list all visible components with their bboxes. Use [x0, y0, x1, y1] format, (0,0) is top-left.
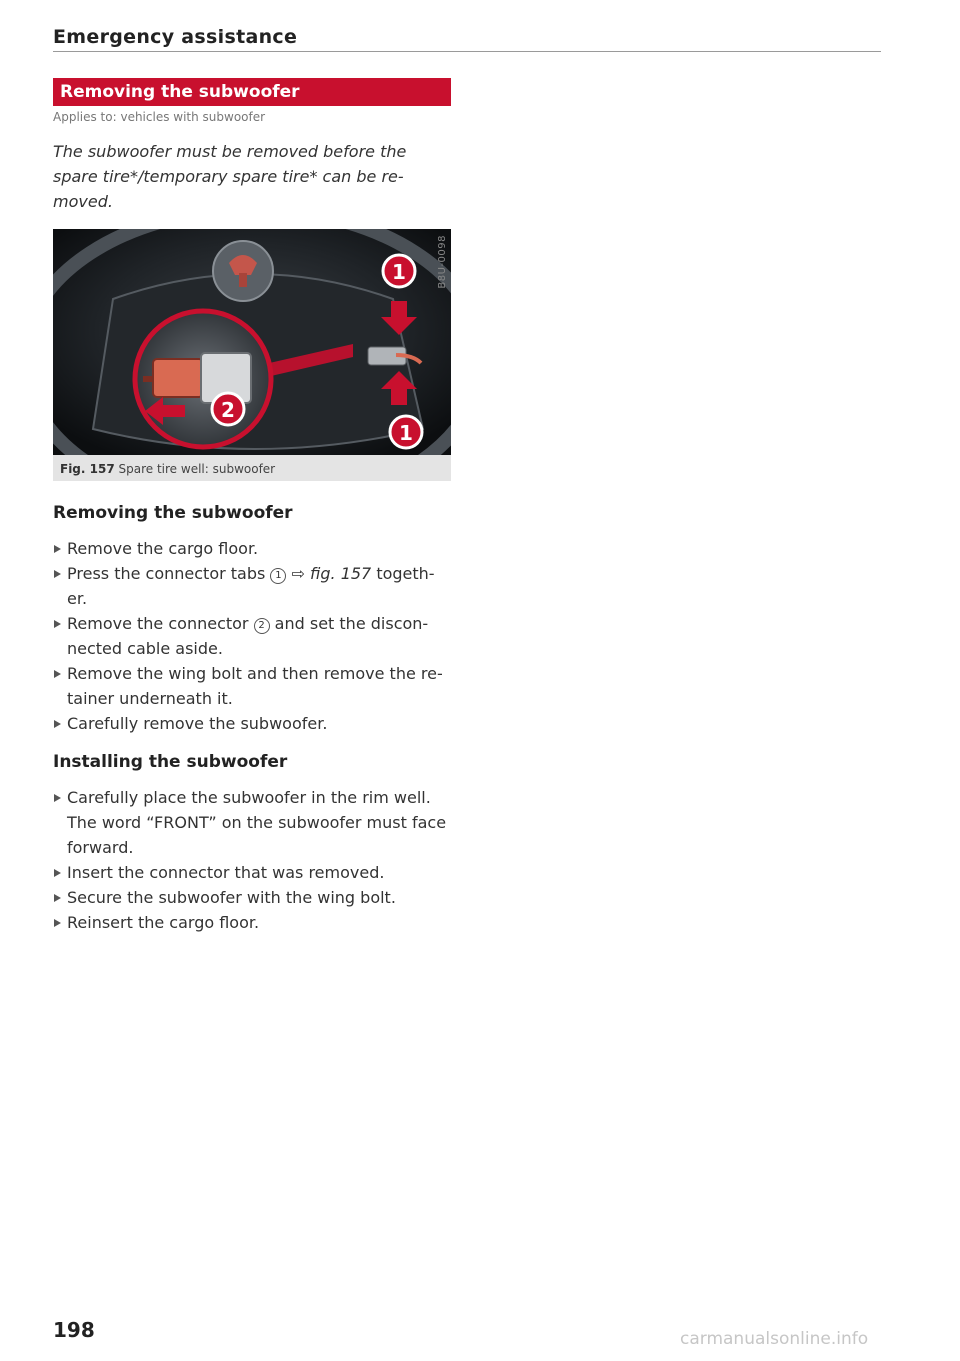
figure-caption	[60, 462, 275, 476]
watermark: carmanualsonline.info	[680, 1329, 869, 1349]
removing-heading: Removing the subwoofer	[53, 503, 293, 523]
callout-ref-2: 2	[254, 618, 270, 634]
svg-text:1: 1	[399, 421, 413, 445]
applies-to-note: Applies to: vehicles with subwoofer	[53, 110, 266, 124]
list-item: Insert the connector that was removed.	[53, 860, 453, 885]
list-item: Reinsert the cargo floor.	[53, 910, 453, 935]
figure-157	[53, 229, 451, 481]
running-header: Emergency assistance	[53, 26, 298, 48]
list-item: Remove the connector 2 and set the discon- nected cable aside.	[53, 611, 453, 661]
callout-1-top	[383, 255, 415, 287]
ref-arrow-icon: ⇨	[291, 564, 305, 583]
callout-ref-1: 1	[270, 568, 286, 584]
intro-line: The subwoofer must be removed before the	[53, 142, 407, 161]
list-item: Press the connector tabs 1 ⇨ fig. 157 togeth- er.	[53, 561, 453, 611]
intro-paragraph	[53, 139, 453, 214]
figure-code: B8U-0098	[437, 235, 448, 289]
subwoofer-illustration	[53, 229, 451, 455]
figure-link[interactable]: fig. 157	[310, 564, 372, 583]
list-item: Carefully place the subwoofer in the rim well. The word “FRONT” on the subwoofer must face forward.	[53, 785, 453, 860]
intro-line: spare tire*/temporary spare tire* can be re-	[53, 167, 404, 186]
list-item: Carefully remove the subwoofer.	[53, 711, 453, 736]
callout-2	[212, 393, 244, 425]
installing-heading: Installing the subwoofer	[53, 752, 288, 772]
installing-steps	[53, 785, 453, 935]
list-item: Secure the subwoofer with the wing bolt.	[53, 885, 453, 910]
svg-text:2: 2	[221, 398, 235, 422]
page-number: 198	[53, 1318, 95, 1342]
list-item: Remove the wing bolt and then remove the re- tainer underneath it.	[53, 661, 453, 711]
svg-text:1: 1	[392, 260, 406, 284]
connector-plug	[153, 359, 203, 397]
callout-1-bottom	[390, 416, 422, 448]
section-title-banner: Removing the subwoofer	[53, 78, 451, 106]
figure-label: Fig. 157	[60, 462, 115, 476]
removing-steps	[53, 536, 453, 736]
list-item: Remove the cargo floor.	[53, 536, 453, 561]
header-rule	[53, 51, 881, 52]
figure-caption-text: Spare tire well: subwoofer	[118, 462, 276, 476]
intro-line: moved.	[53, 192, 113, 211]
